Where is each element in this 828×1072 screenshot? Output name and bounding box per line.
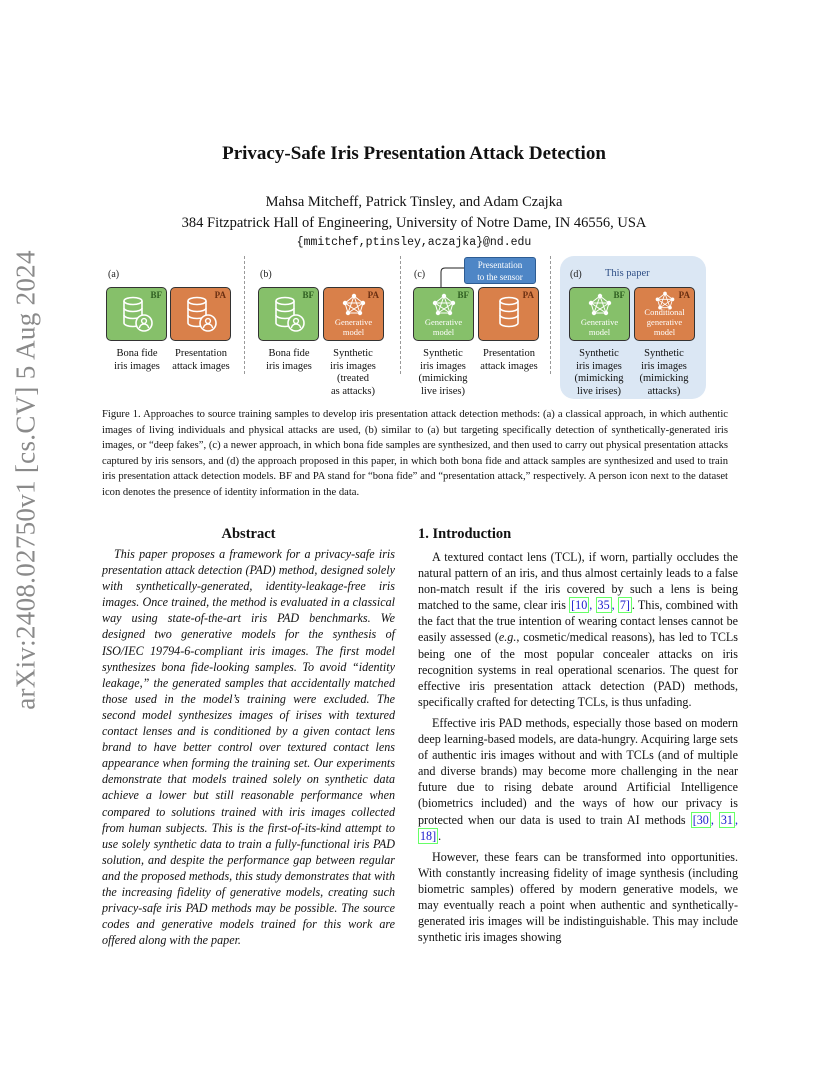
arxiv-side-stamp (6, 250, 46, 710)
dataset-person-icon (272, 295, 306, 338)
presentation-to-sensor-box: Presentation to the sensor (464, 257, 536, 284)
panel-d-bf-generative (569, 287, 630, 341)
panel-a-bf-caption: Bona fide iris images (114, 348, 160, 372)
abstract-text: This paper proposes a framework for a privacy-safe iris presentation attack detection (PAD) method, designed solely with synthetically-generated, identity-leakage-free iris images. Once trained, the method is evaluated in a classical way using state-of-the-art iris PAD benchmarks. We designed two generative models for the synthesis of ISO/IEC 19794-6-compliant iris images. The first model synthesizes bona fide-looking samples. To avoid “identity leakage,” the generated samples that accidentally matched those used in the model’s training were excluded. The second model synthesizes images of irises with textured contact lenses and is conditioned by a given contact lens brand to have better control over textured contact lens appearance when forming the training set. Our experiments demonstrate that models trained solely on synthetic data achieve a lower but still reasonable performance when compared to solutions trained with iris images collected from human subjects. This is the first-of-its-kind attempt to use solely synthetic data to train a fully-functional iris PAD solution, and despite the performance gap between regular and the proposed methods, this study demonstrates that with the increasing fidelity of generative models, creating such privacy-safe iris PAD methods may be possible. The source codes and generative models trained for this work are offered along with the paper. (102, 547, 395, 948)
panel-b-pa-generative (323, 287, 384, 341)
bf-tag: BF (613, 290, 625, 300)
panel-d-bf-caption: Synthetic iris images (mimicking live irises) (574, 348, 624, 397)
generative-model-label: Generative model (580, 317, 619, 337)
panel-a-bf-dataset (106, 287, 167, 341)
panel-b-pa-caption: Synthetic iris images (treated as attacks) (330, 348, 376, 397)
generative-model-label: Generative model (424, 317, 463, 337)
panel-a-pa-caption: Presentation attack images (172, 348, 230, 372)
dataset-person-icon (184, 295, 218, 338)
panel-separator (550, 256, 551, 374)
panel-separator (400, 256, 401, 374)
panel-b-letter: (b) (260, 269, 272, 280)
citation-link[interactable]: [30 , 31 , 18] (420, 812, 738, 843)
citation-link[interactable]: [10 , 35 , 7] (571, 598, 630, 613)
figure-1 (102, 256, 728, 400)
pa-tag: PA (678, 290, 690, 300)
pa-tag: PA (367, 290, 379, 300)
paper-title: Privacy-Safe Iris Presentation Attack Detection (222, 143, 606, 164)
introduction-section (418, 525, 738, 950)
panel-a-pa-dataset (170, 287, 231, 341)
introduction-body (418, 549, 738, 945)
author-emails: {mmitchef,ptinsley,aczajka}@nd.edu (296, 236, 532, 249)
conditional-generative-model-label: Conditional generative model (644, 307, 685, 337)
pa-tag: PA (522, 290, 534, 300)
abstract-heading: Abstract (221, 526, 276, 542)
panel-c-pa-caption: Presentation attack images (480, 348, 538, 372)
dataset-person-icon (120, 295, 154, 338)
intro-paragraph-2: Effective iris PAD methods, especially those based on modern deep learning-based models, are data-hungry. Acquiring large sets of authentic iris images without and with TCLs (and of multiple and diverse brands) may become more challenging in the near future due to rising debate around Artificial Intelligence (biometrics included) and the ways of how our privacy is protected when our data is used to train AI methods [30 , 31 , 18] . (418, 715, 738, 843)
dataset-icon (496, 295, 522, 338)
panel-b-bf-caption: Bona fide iris images (266, 348, 312, 372)
bf-tag: BF (302, 290, 314, 300)
panel-separator (244, 256, 245, 374)
panel-d-pa-conditional-generative (634, 287, 695, 341)
panel-a-letter: (a) (108, 269, 120, 280)
affiliation: 384 Fitzpatrick Hall of Engineering, University of Notre Dame, IN 46556, USA (181, 215, 647, 231)
bf-tag: BF (150, 290, 162, 300)
arxiv-identifier: arXiv:2408.02750v1 [cs.CV] 5 Aug 2024 (10, 250, 41, 710)
panel-c-pa-dataset (478, 287, 539, 341)
author-list: Mahsa Mitcheff, Patrick Tinsley, and Adam Czajka (265, 194, 563, 210)
abstract-section (102, 525, 395, 948)
panel-b-bf-dataset (258, 287, 319, 341)
abstract-body (102, 546, 395, 948)
panel-c-letter: (c) (414, 269, 426, 280)
introduction-heading: 1. Introduction (418, 526, 512, 542)
panel-c-bf-generative (413, 287, 474, 341)
panel-d-letter: (d) (570, 269, 582, 280)
intro-paragraph-1: A textured contact lens (TCL), if worn, partially occludes the natural pattern of an iris, and thus almost certainly leads to a false non-match result if the iris covered by such a lens is being matched to the same, clear iris [10 , 35 , 7] . This, combined with the fact that the true intention of wearing contact lenses cannot be easily assessed (e.g., cosmetic/medical reasons), has led to TCLs being one of the most popular concealer attacks on iris recognition systems in real operational scenarios. The quest for effective iris presentation attack detection (PAD) methods, specifically crafted for detecting TCLs, is thus unfading. (418, 550, 739, 709)
this-paper-label: This paper (605, 268, 650, 279)
bf-tag: BF (457, 290, 469, 300)
generative-model-label: Generative model (334, 317, 373, 337)
figure-1-caption: Figure 1. Approaches to source training samples to develop iris presentation attack detection methods: (a) a classical approach, in which authentic images of living individuals and physical attacks are used, (b) similar to (a) but targeting specifically detection of synthetically-generated iris images, or “deep fakes”, (c) a newer approach, in which bona fide samples are synthesized, and then used to carry out physical presentation attacks captured by iris sensors, and (d) the approach proposed in this paper, in which both bona fide and attack samples are synthesized and used to train iris presentation attack detection models. BF and PA stand for “bona fide” and “presentation attack,” respectively. A person icon next to the dataset icon denotes the presence of identity information in the data. (102, 409, 728, 498)
panel-c-bf-caption: Synthetic iris images (mimicking live irises) (418, 348, 468, 397)
panel-d-pa-caption: Synthetic iris images (mimicking attacks) (639, 348, 689, 397)
pa-tag: PA (214, 290, 226, 300)
intro-paragraph-3: However, these fears can be transformed into opportunities. With constantly increasing fidelity of image synthesis (including biometric samples) offered by modern generative models, we may eventually reach a point when authentic and synthetically-generated iris images will be indistinguishable. This may include synthetic iris images showing (418, 849, 738, 945)
